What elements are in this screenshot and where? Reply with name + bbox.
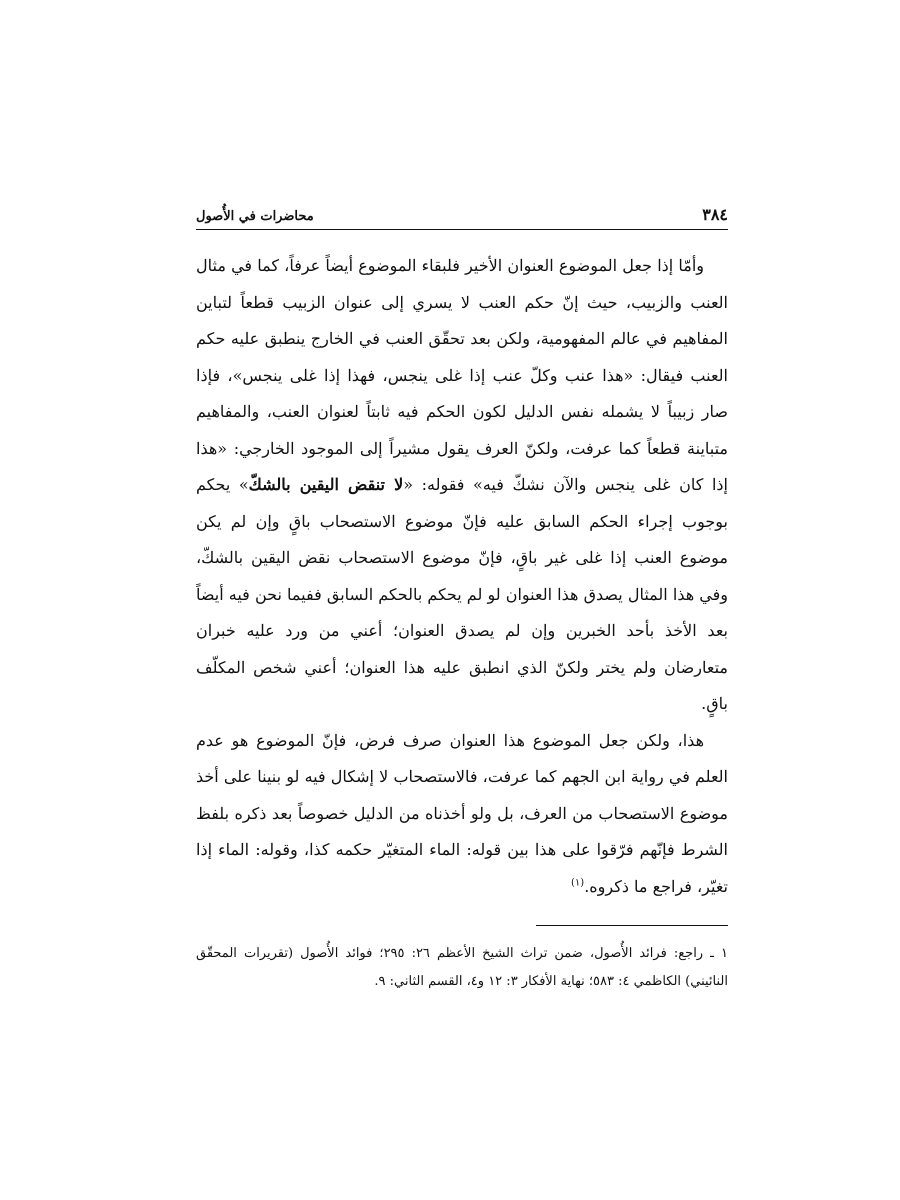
footnote-divider [536, 925, 728, 926]
paragraph-1-text-b: » يحكم بوجوب إجراء الحكم السابق عليه فإنّ موضوع الاستصحاب باقٍ وإن لم يكن موضوع العنب إذا غلى غير باقٍ، فإنّ موضوع الاستصحاب نقض اليقين بالشكّ، وفي هذا المثال يصدق هذا العنوان لو لم يحكم بالحكم السابق ففيما نحن فيه أيضاً بعد الأخذ بأحد الخبرين وإن لم يصدق العنوان؛ أعني من ورد عليه خبران متعارضان ولم يختر ولكنّ الذي انطبق عليه هذا العنوان؛ أعني شخص المكلّف باقٍ. [196, 475, 728, 713]
body-text [196, 248, 728, 905]
paragraph-1-text-a: وأمّا إذا جعل الموضوع العنوان الأخير فلبقاء الموضوع أيضاً عرفاً، كما في مثال العنب والزبيب، حيث إنّ حكم العنب لا يسري إلى عنوان الزبيب قطعاً لتباين المفاهيم في عالم المفهومية، ولكن بعد تحقّق العنب في الخارج ينطبق عليه حكم العنب فيقال: «هذا عنب وكلّ عنب إذا غلى ينجس، فهذا إذا غلى ينجس»، فإذا صار زبيباً لا يشمله نفس الدليل لكون الحكم فيه ثابتاً لعنوان العنب، والمفاهيم متباينة قطعاً كما عرفت، ولكنّ العرف يقول مشيراً إلى الموجود الخارجي: «هذا إذا كان غلى ينجس والآن نشكّ فيه» فقوله: « [196, 256, 728, 494]
paragraph-2 [196, 723, 728, 906]
paragraph-2-text: هذا، ولكن جعل الموضوع هذا العنوان صرف فرض، فإنّ الموضوع هو عدم العلم في رواية ابن الجهم كما عرفت، فالاستصحاب لا إشكال فيه لو بنينا على أخذ موضوع الاستصحاب من العرف، بل ولو أخذناه من الدليل خصوصاً بعد ذكره بلفظ الشرط فإنّهم فرّقوا على هذا بين قوله: الماء المتغيّر حكمه كذا، وقوله: الماء إذا تغيّر، فراجع ما ذكروه. [196, 730, 729, 896]
footnote-1: ١ ـ راجع: فرائد الأُصول، ضمن تراث الشيخ الأعظم ٢٦: ٢٩٥؛ فوائد الأُصول (تقريرات المحقّق النائيني) الكاظمي ٤: ٥٨٣؛ نهاية الأفكار ٣: ١٢ و٤، القسم الثاني: ٩. [196, 946, 728, 989]
hadith-quote: لا تنقض اليقين بالشكّ [248, 475, 404, 494]
book-title: محاضرات في الأُصول [196, 209, 314, 224]
footnotes [196, 940, 728, 996]
paragraph-1 [196, 248, 728, 723]
running-head [196, 198, 728, 230]
footnote-reference[interactable]: (١) [571, 877, 585, 889]
page-number: ٣٨٤ [702, 205, 728, 224]
book-page [196, 198, 728, 996]
